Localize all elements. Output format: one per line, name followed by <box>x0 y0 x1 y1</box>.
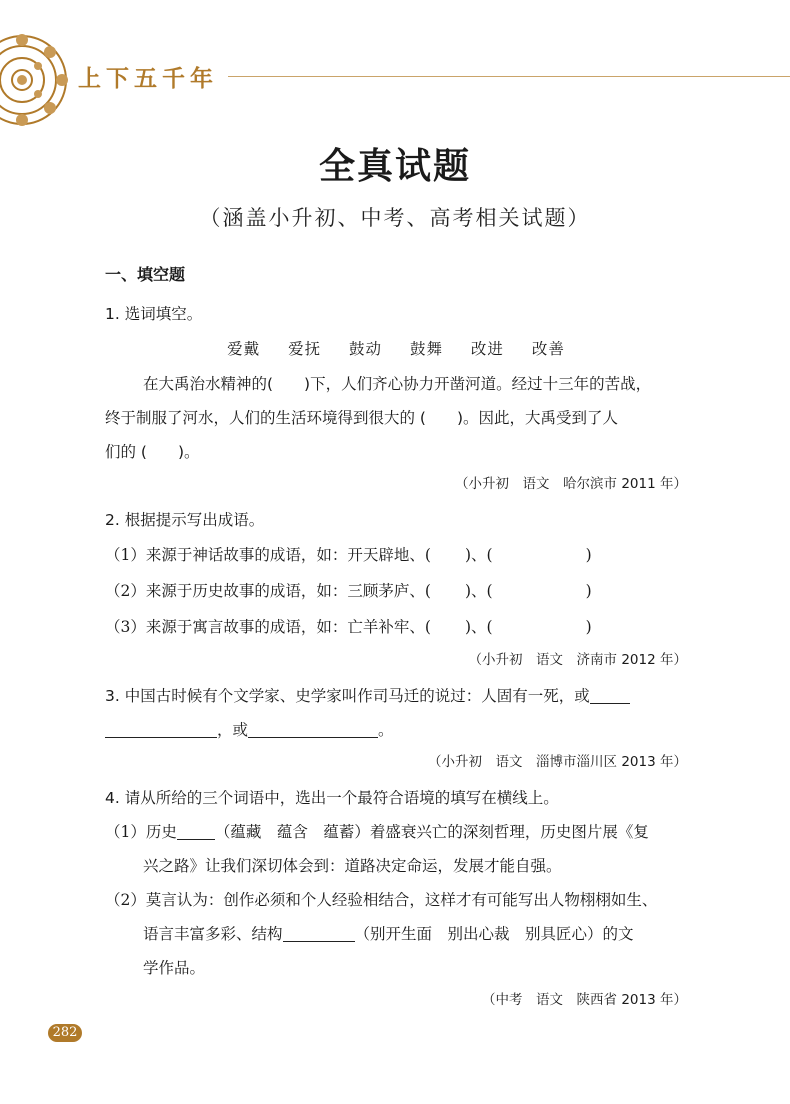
header-rule <box>228 76 790 77</box>
idiom-item-blanks: )、( ) <box>465 546 592 564</box>
idiom-item-blanks: )、( ) <box>465 618 592 636</box>
question-4-item-1-cont: 兴之路》让我们深切体会到：道路决定命运，发展才能自强。 <box>143 857 562 875</box>
page-subtitle: （涵盖小升初、中考、高考相关试题） <box>199 206 591 230</box>
section-heading: 一、填空题 <box>105 265 186 284</box>
idiom-item-text: （1）来源于神话故事的成语，如：开天辟地、( <box>105 546 431 564</box>
question-1-prompt: 1. 选词填空。 <box>105 305 203 323</box>
question-2 <box>105 503 687 675</box>
question-4-prompt: 4. 请从所给的三个词语中，选出一个最符合语境的填写在横线上。 <box>105 789 559 807</box>
idiom-item-text: （2）来源于历史故事的成语，如：三顾茅庐、( <box>105 582 431 600</box>
word-bank-item: 鼓舞 <box>409 340 443 358</box>
answer-blank <box>283 923 355 942</box>
answer-blank <box>177 821 215 840</box>
word-bank-item: 爱戴 <box>227 340 261 358</box>
word-bank-item: 改善 <box>531 340 565 358</box>
page-number: 282 <box>48 1024 82 1042</box>
word-bank-item: 鼓动 <box>349 340 383 358</box>
passage-line: 在大禹治水精神的( )下，人们齐心协力开凿河道。经过十三年的苦战， <box>143 375 652 393</box>
question-source: （小升初 语文 济南市 2012 年） <box>468 652 687 668</box>
lotus-ornament-icon <box>0 30 72 130</box>
answer-blank <box>590 685 630 704</box>
question-source: （小升初 语文 哈尔滨市 2011 年） <box>455 476 687 492</box>
page-title: 全真试题 <box>318 146 471 187</box>
answer-blank <box>105 719 217 738</box>
question-4-item-1: （1）历史 （蕴藏 蕴含 蕴蓄）着盛衰兴亡的深刻哲理，历史图片展《复 <box>105 823 649 841</box>
question-source: （中考 语文 陕西省 2013 年） <box>482 992 687 1008</box>
question-4-item-2: （2）莫言认为：创作必须和个人经验相结合，这样才有可能写出人物栩栩如生、 <box>105 891 658 909</box>
idiom-item-text: （3）来源于寓言故事的成语，如：亡羊补牢、( <box>105 618 431 636</box>
word-bank <box>105 331 687 367</box>
word-bank-item: 爱抚 <box>288 340 322 358</box>
question-3 <box>105 679 687 777</box>
question-2-prompt: 2. 根据提示写出成语。 <box>105 511 265 529</box>
answer-blank <box>248 719 378 738</box>
idiom-item <box>105 537 687 573</box>
question-3-line: ，或 。 <box>105 713 687 747</box>
word-bank-item: 改进 <box>470 340 504 358</box>
question-4-item-2-end: 学作品。 <box>143 959 206 977</box>
idiom-item <box>105 609 687 645</box>
idiom-item-blanks: )、( ) <box>465 582 592 600</box>
passage-line: 们的 ( )。 <box>105 443 200 461</box>
idiom-item <box>105 573 687 609</box>
passage-line: 终于制服了河水，人们的生活环境得到很大的 ( )。因此，大禹受到了人 <box>105 409 619 427</box>
question-4-item-2-cont: 语言丰富多彩、结构 （别开生面 别出心裁 别具匠心）的文 <box>143 925 634 943</box>
question-3-line: 3. 中国古时候有个文学家、史学家叫作司马迁的说过：人固有一死，或 <box>105 679 687 713</box>
question-source: （小升初 语文 淄博市淄川区 2013 年） <box>428 754 687 770</box>
header-title: 上下五千年 <box>78 66 218 92</box>
question-1 <box>105 297 687 499</box>
content <box>105 262 687 1019</box>
question-4 <box>105 781 687 1015</box>
